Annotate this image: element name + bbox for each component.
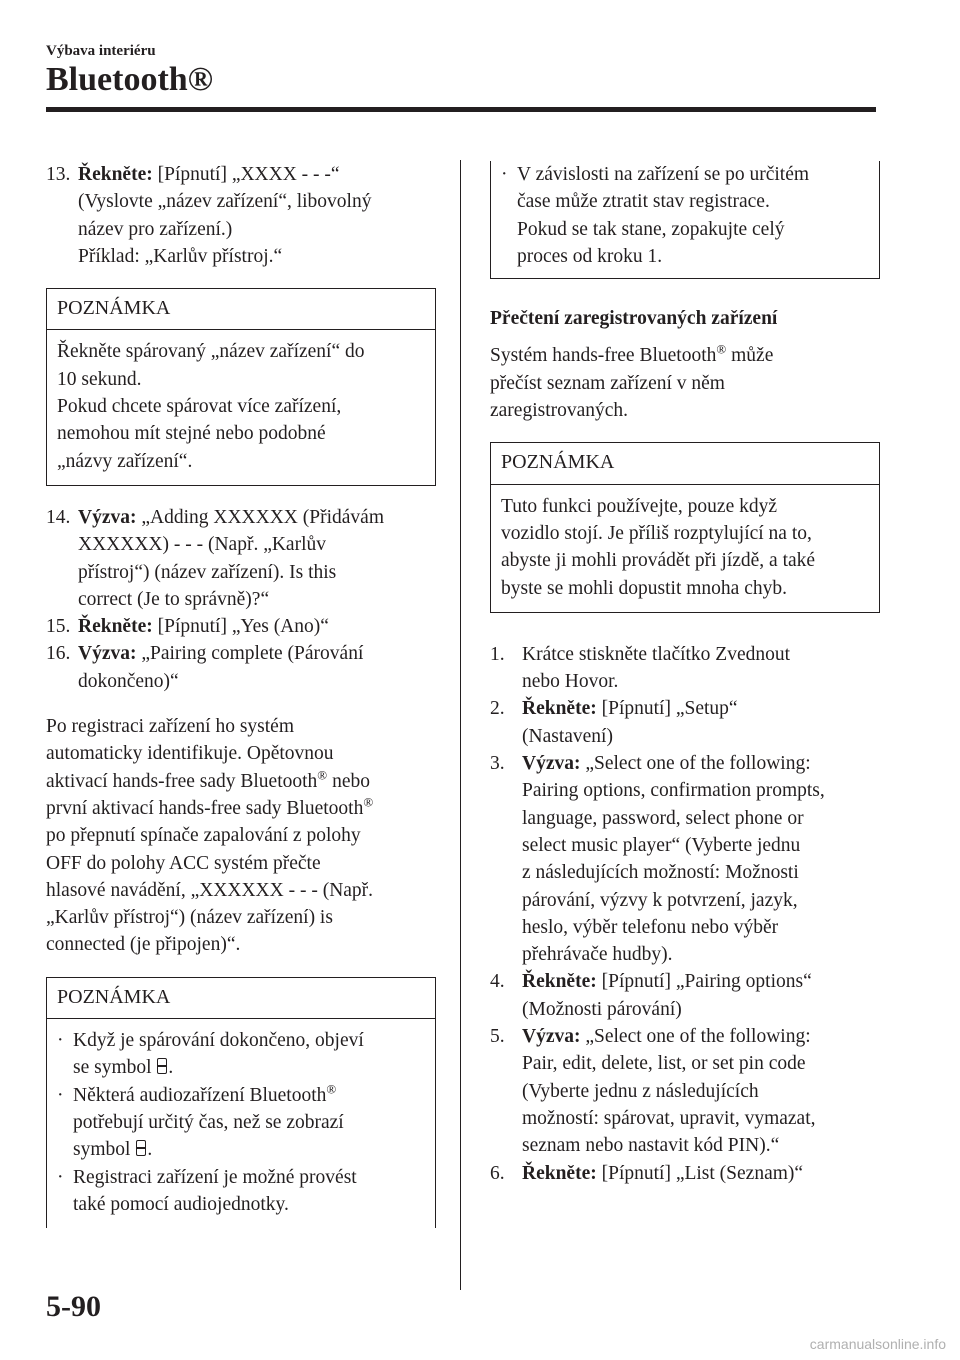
body-paragraph [490, 342, 880, 424]
note-line: 10 sekund. [57, 368, 142, 390]
step-body [522, 1160, 880, 1187]
left-column [46, 161, 436, 1228]
step-15 [46, 613, 436, 640]
note-line: „názvy zařízení“. [57, 450, 193, 472]
right-column [490, 161, 880, 1187]
step-body [78, 613, 436, 640]
note-line: Pokud chcete spárovat více zařízení, [57, 396, 342, 418]
step-text: „Select one of the following: [580, 1026, 811, 1048]
bullet-line: Registraci zařízení je možné provést [73, 1166, 357, 1188]
bullet-line: potřebují určitý čas, než se zobrazí [73, 1111, 344, 1133]
step-label: Řekněte: [522, 1162, 597, 1184]
note-box [490, 442, 880, 612]
step-line: nebo Hovor. [522, 671, 619, 693]
step-body [522, 641, 880, 696]
para-line: automaticky identifikuje. Opětovnou [46, 743, 334, 765]
note-bullet [57, 1164, 425, 1219]
note-heading: POZNÁMKA [491, 443, 879, 484]
para-line: „Karlův přístroj“) (název zařízení) is [46, 907, 333, 929]
bullet-line: Pokud se tak stane, zopakujte celý [517, 218, 785, 240]
step-14 [46, 504, 436, 613]
para-line: Po registraci zařízení ho systém [46, 716, 295, 738]
para-text: aktivací hands-free sady Bluetooth [46, 770, 318, 792]
column-divider [460, 160, 461, 1290]
note-body [47, 1019, 435, 1228]
note-bullet [501, 161, 869, 270]
step-label: Výzva: [522, 1026, 581, 1048]
step-number: 5. [490, 1026, 505, 1048]
step-1 [490, 641, 880, 696]
para-line [46, 795, 436, 822]
note-line: Řekněte spárovaný „název zařízení“ do [57, 341, 365, 363]
bullet-text-part: symbol [73, 1139, 131, 1161]
note-body [47, 330, 435, 484]
step-number: 4. [490, 971, 505, 993]
step-body [522, 695, 880, 750]
registered-mark: ® [317, 767, 328, 783]
section-label: Výbava interiéru [46, 43, 156, 59]
step-number: 14. [46, 506, 71, 528]
bullet-line: Když je spárování dokončeno, objeví [73, 1030, 364, 1052]
note-body [491, 485, 879, 612]
bullet-dot: · [57, 1166, 64, 1188]
note-heading: POZNÁMKA [47, 289, 435, 330]
step-text: „Select one of the following: [580, 753, 811, 775]
step-line: Pair, edit, delete, list, or set pin code [522, 1053, 806, 1075]
bullet-text [517, 161, 869, 270]
para-line [46, 768, 436, 795]
step-line: (Vyslovte „název zařízení“, libovolný [78, 191, 372, 213]
step-line: přehrávače hudby). [522, 944, 673, 966]
step-number: 6. [490, 1162, 505, 1184]
bullet-text [73, 1164, 425, 1219]
subsection-heading: Přečtení zaregistrovaných zařízení [490, 308, 778, 330]
body-paragraph [46, 713, 436, 959]
registered-mark: ® [363, 794, 374, 810]
bluetooth-device-symbol-icon [136, 1140, 146, 1156]
bullet-line: čase může ztratit stav registrace. [517, 191, 770, 213]
step-line: možností: spárovat, upravit, vymazat, [522, 1107, 816, 1129]
bullet-text-part: se symbol [73, 1057, 152, 1079]
step-label: Řekněte: [78, 616, 153, 638]
watermark[interactable]: carmanualsonline.info [809, 1336, 946, 1352]
step-line: XXXXXX) - - - (Např. „Karlův [78, 534, 326, 556]
step-line: přístroj“) (název zařízení). Is this [78, 561, 337, 583]
step-body [522, 750, 880, 968]
note-bullet [57, 1082, 425, 1164]
note-box [46, 977, 436, 1228]
step-line: (Možnosti párování) [522, 998, 682, 1020]
bullet-dot: · [57, 1030, 64, 1052]
step-label: Řekněte: [522, 971, 597, 993]
step-text: „Adding XXXXXX (Přidávám [136, 506, 384, 528]
step-label: Výzva: [522, 753, 581, 775]
header-rule [46, 107, 876, 112]
step-text: [Pípnutí] „Pairing options“ [596, 971, 812, 993]
para-text: první aktivací hands-free sady Bluetooth [46, 797, 364, 819]
bullet-line: proces od kroku 1. [517, 245, 663, 267]
step-line: z následujících možností: Možnosti [522, 862, 799, 884]
step-number: 1. [490, 643, 505, 665]
step-4 [490, 968, 880, 1023]
step-body [78, 161, 436, 270]
para-text: může [726, 345, 774, 367]
note-line: nemohou mít stejné nebo podobné [57, 423, 326, 445]
step-number: 15. [46, 616, 71, 638]
note-line: byste se mohli dopustit mnoha chyb. [501, 577, 787, 599]
para-line: přečíst seznam zařízení v něm [490, 372, 725, 394]
step-text: [Pípnutí] „Yes (Ano)“ [152, 616, 329, 638]
step-line: párování, výzvy k potvrzení, jazyk, [522, 889, 798, 911]
step-16 [46, 640, 436, 695]
step-line: dokončeno)“ [78, 670, 179, 692]
step-line: heslo, výběr telefonu nebo výběr [522, 916, 779, 938]
period: . [168, 1057, 174, 1079]
step-text: Krátce stiskněte tlačítko Zvednout [522, 643, 791, 665]
step-number: 16. [46, 643, 71, 665]
step-13 [46, 161, 436, 270]
para-line: connected (je připojen)“. [46, 934, 241, 956]
bullet-line [73, 1082, 425, 1109]
step-line: (Vyberte jednu z následujících [522, 1080, 759, 1102]
para-line: zaregistrovaných. [490, 400, 629, 422]
note-line: abyste ji mohli provádět při jízdě, a také [501, 550, 816, 572]
note-line: Tuto funkci používejte, pouze když [501, 495, 778, 517]
step-line: název pro zařízení.) [78, 218, 233, 240]
para-line: OFF do polohy ACC systém přečte [46, 852, 321, 874]
step-number: 2. [490, 698, 505, 720]
step-line: correct (Je to správně)?“ [78, 588, 270, 610]
step-body [522, 968, 880, 1023]
step-text: „Pairing complete (Párování [136, 643, 364, 665]
bullet-dot: · [501, 164, 508, 185]
step-number: 3. [490, 753, 505, 775]
step-text: [Pípnutí] „Setup“ [596, 698, 738, 720]
step-label: Výzva: [78, 643, 137, 665]
bullet-text-part: Některá audiozařízení Bluetooth [73, 1084, 327, 1106]
step-5 [490, 1023, 880, 1159]
step-2 [490, 695, 880, 750]
step-line: seznam nebo nastavit kód PIN).“ [522, 1135, 780, 1157]
bullet-line: také pomocí audiojednotky. [73, 1193, 289, 1215]
step-body [522, 1023, 880, 1159]
step-line: language, password, select phone or [522, 807, 804, 829]
para-line [490, 342, 880, 369]
period: . [147, 1139, 153, 1161]
note-bullet [57, 1027, 425, 1082]
registered-mark: ® [326, 1081, 337, 1097]
bullet-text [73, 1082, 425, 1164]
bluetooth-device-symbol-icon [157, 1058, 167, 1074]
note-line: vozidlo stojí. Je příliš rozptylující na to, [501, 522, 812, 544]
step-3 [490, 750, 880, 968]
para-text: nebo [327, 770, 370, 792]
bullet-line: V závislosti na zařízení se po určitém [517, 164, 810, 185]
step-number: 13. [46, 164, 71, 185]
step-label: Řekněte: [78, 164, 153, 185]
note-box [46, 288, 436, 486]
bullet-line [73, 1054, 425, 1081]
registered-mark: ® [716, 341, 727, 357]
bullet-dot: · [57, 1084, 64, 1106]
page-number: 5-90 [46, 1290, 101, 1323]
bullet-text [73, 1027, 425, 1082]
step-line: select music player“ (Vyberte jednu [522, 834, 801, 856]
step-6 [490, 1160, 880, 1187]
step-label: Řekněte: [522, 698, 597, 720]
page-title: Bluetooth® [46, 61, 214, 98]
note-heading: POZNÁMKA [47, 978, 435, 1019]
note-box-continued [490, 161, 880, 279]
step-line: Pairing options, confirmation prompts, [522, 780, 825, 802]
para-text: Systém hands-free Bluetooth [490, 345, 717, 367]
para-line: po přepnutí spínače zapalování z polohy [46, 825, 361, 847]
step-text: [Pípnutí] „XXXX - - -“ [152, 164, 340, 185]
step-body [78, 504, 436, 613]
step-line: Příklad: „Karlův přístroj.“ [78, 245, 283, 267]
step-line: (Nastavení) [522, 725, 613, 747]
step-label: Výzva: [78, 506, 137, 528]
para-line: hlasové navádění, „XXXXXX - - - (Např. [46, 879, 374, 901]
bullet-line [73, 1136, 425, 1163]
step-body [78, 640, 436, 695]
step-text: [Pípnutí] „List (Seznam)“ [596, 1162, 804, 1184]
